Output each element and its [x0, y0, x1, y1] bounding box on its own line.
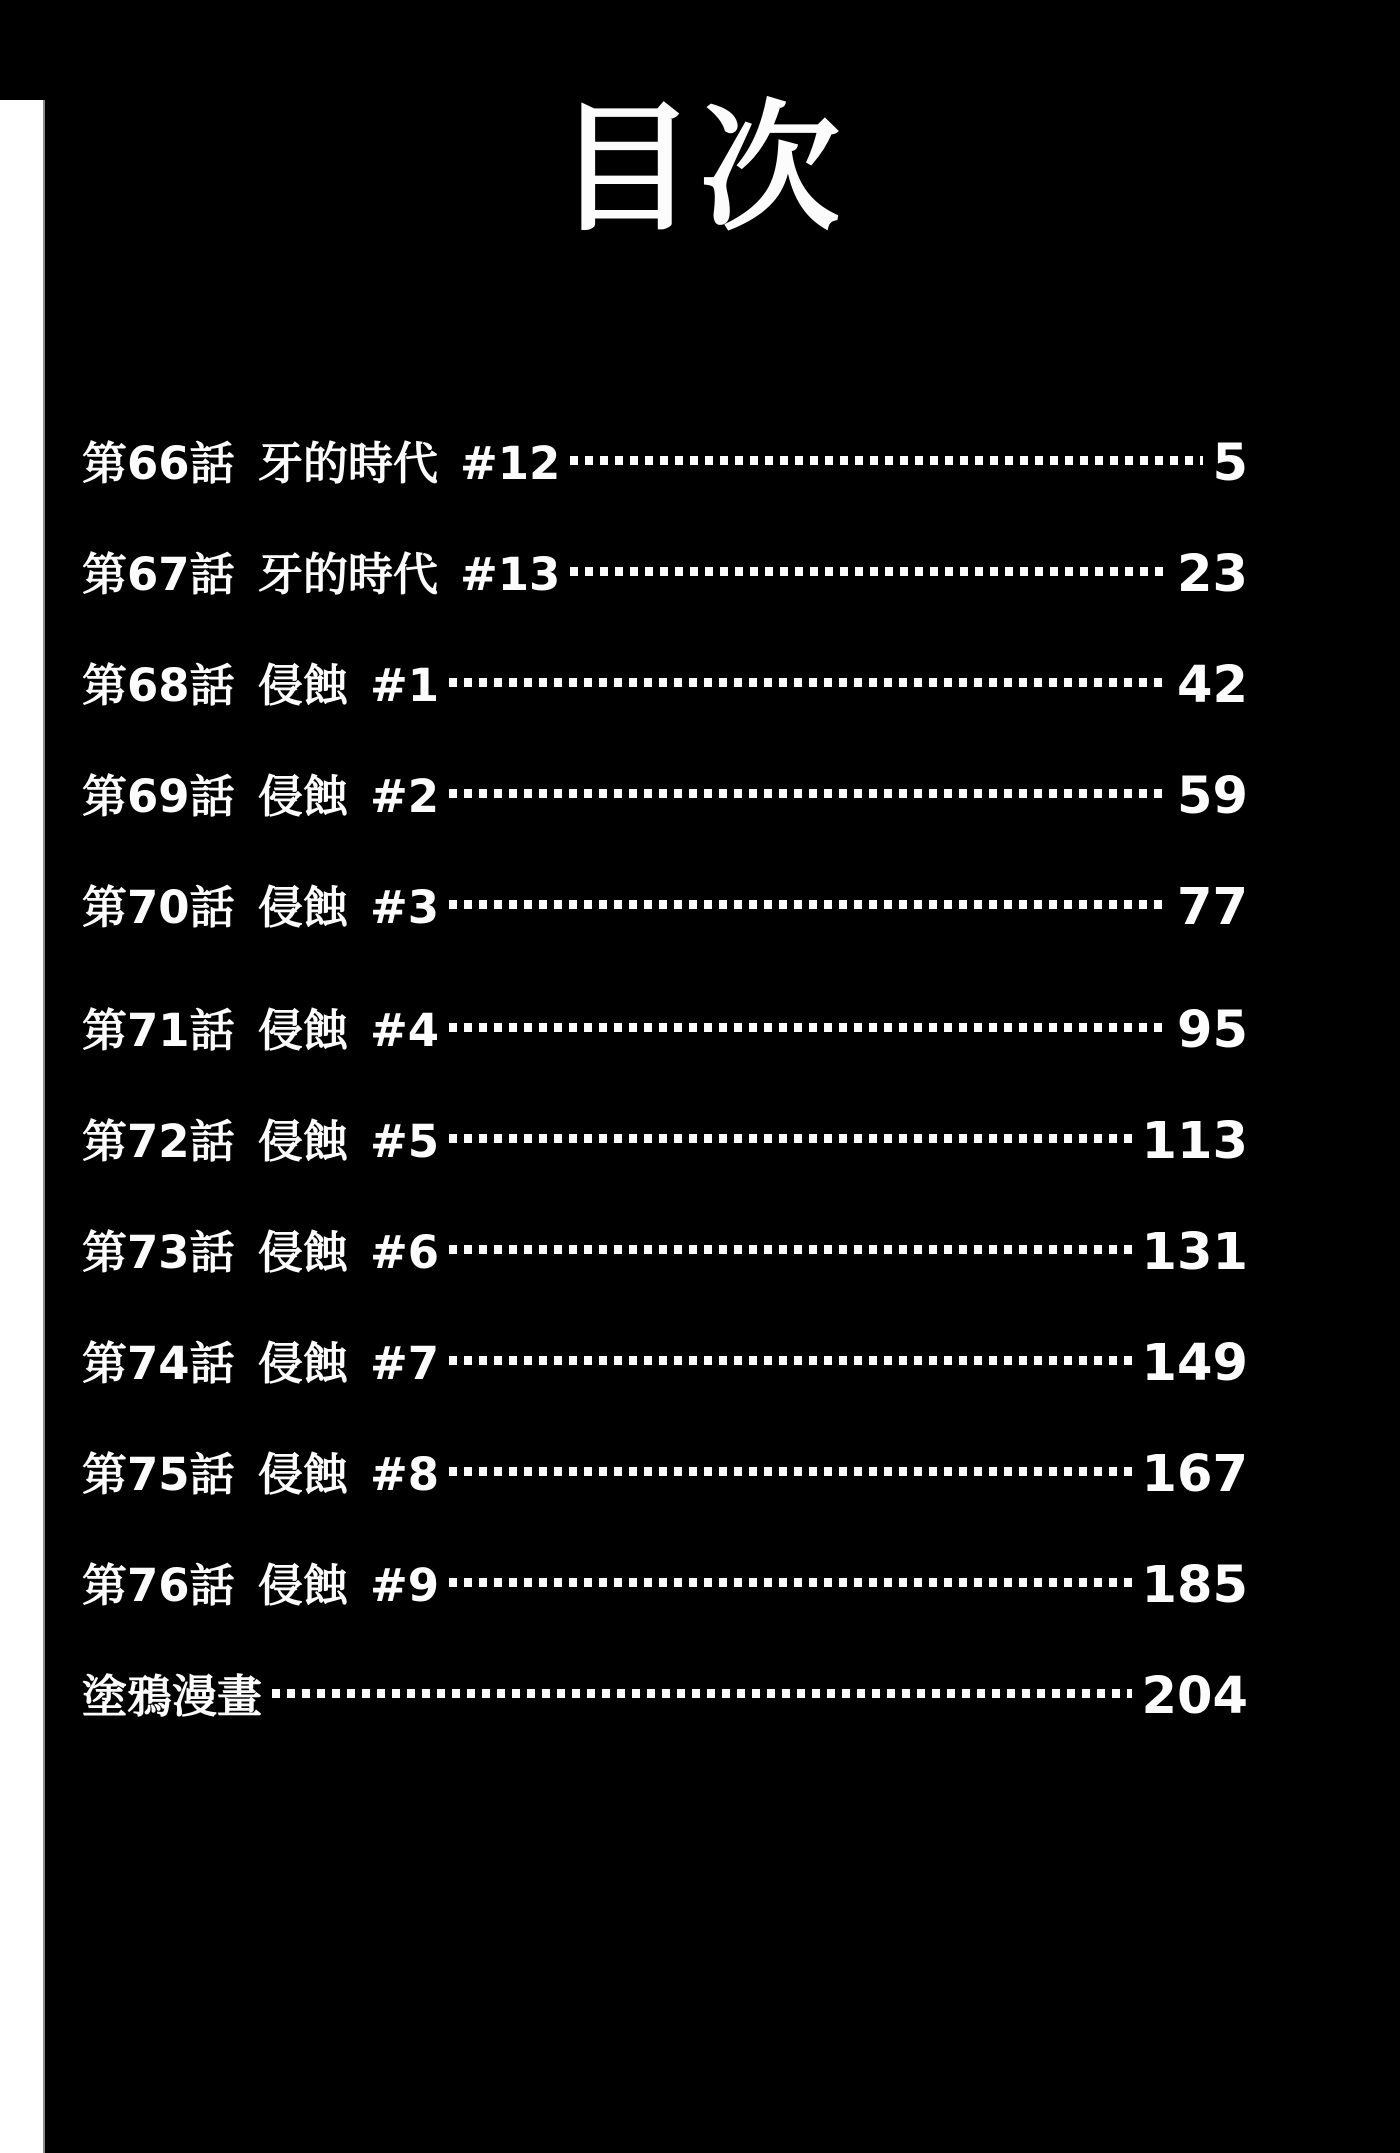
- toc-entry-dot-leader: [449, 1023, 1167, 1032]
- toc-entry-page-number: 95: [1177, 1001, 1248, 1060]
- toc-entry-title: 侵蝕: [258, 1337, 349, 1390]
- toc-entry-chapter: 第70話: [82, 881, 235, 934]
- toc-entry-chapter: 第67話: [82, 548, 235, 601]
- page-title: 目次: [555, 88, 844, 251]
- toc-entry: [82, 1530, 1248, 1641]
- toc-entry-page-number: 59: [1177, 767, 1248, 826]
- toc-entry-page-number: 77: [1177, 878, 1248, 937]
- toc-entry-dot-leader: [449, 1467, 1131, 1476]
- toc-entry-chapter: 第68話: [82, 659, 235, 712]
- toc-entry-title: 侵蝕: [258, 1226, 349, 1279]
- toc-entry-page-number: 23: [1177, 545, 1248, 604]
- toc-entry-dot-leader: [449, 789, 1167, 798]
- toc-entry-chapter: 第72話: [82, 1115, 235, 1168]
- toc-entry-dot-leader: [570, 567, 1167, 576]
- toc-entry-dot-leader: [570, 456, 1202, 465]
- toc-list: [82, 408, 1248, 1752]
- toc-entry: [82, 852, 1248, 963]
- toc-entry-episode: #5: [370, 1115, 440, 1168]
- toc-entry-episode: #7: [370, 1337, 440, 1390]
- toc-entry-episode: #9: [370, 1559, 440, 1612]
- toc-entry-title: 侵蝕: [258, 659, 349, 712]
- toc-entry-title: 侵蝕: [258, 1004, 349, 1057]
- toc-entry-page-number: 131: [1141, 1223, 1248, 1282]
- toc-entry-dot-leader: [272, 1689, 1132, 1698]
- toc-entry-title: 侵蝕: [258, 1115, 349, 1168]
- toc-entry-dot-leader: [449, 1134, 1131, 1143]
- toc-entry-episode: #8: [370, 1448, 440, 1501]
- toc-entry-episode: #3: [370, 881, 440, 934]
- toc-entry: [82, 1197, 1248, 1308]
- toc-entry-title: 侵蝕: [258, 881, 349, 934]
- toc-entry-episode: #13: [460, 548, 561, 601]
- toc-entry-dot-leader: [449, 1578, 1131, 1587]
- toc-entry-page-number: 185: [1141, 1556, 1248, 1615]
- toc-entry-chapter: 第69話: [82, 770, 235, 823]
- toc-entry-episode: #1: [370, 659, 440, 712]
- toc-entry-chapter: 第73話: [82, 1226, 235, 1279]
- toc-entry: [82, 1086, 1248, 1197]
- toc-entry-page-number: 42: [1177, 656, 1248, 715]
- toc-entry-dot-leader: [449, 1245, 1131, 1254]
- toc-entry-chapter: 第74話: [82, 1337, 235, 1390]
- page-left-margin-strip: [0, 100, 45, 2153]
- toc-entry-episode: #6: [370, 1226, 440, 1279]
- toc-entry-dot-leader: [449, 1356, 1131, 1365]
- toc-entry-page-number: 5: [1212, 434, 1248, 493]
- toc-entry-title: 侵蝕: [258, 1559, 349, 1612]
- toc-entry-title: 侵蝕: [258, 1448, 349, 1501]
- toc-entry: [82, 1308, 1248, 1419]
- toc-entry-chapter: 第66話: [82, 437, 235, 490]
- toc-entry-episode: #4: [370, 1004, 440, 1057]
- toc-entry-title: 侵蝕: [258, 770, 349, 823]
- toc-entry-title: 牙的時代: [258, 437, 439, 490]
- toc-entry-episode: #12: [460, 437, 561, 490]
- toc-entry-chapter: 第75話: [82, 1448, 235, 1501]
- toc-entry-chapter: 第71話: [82, 1004, 235, 1057]
- toc-entry: [82, 741, 1248, 852]
- toc-entry-dot-leader: [449, 900, 1167, 909]
- toc-entry-dot-leader: [449, 678, 1167, 687]
- toc-entry-page-number: 204: [1141, 1667, 1248, 1726]
- toc-entry-title: 牙的時代: [258, 548, 439, 601]
- toc-entry-episode: #2: [370, 770, 440, 823]
- toc-entry-title: 塗鴉漫畫: [82, 1670, 263, 1723]
- toc-entry-page-number: 167: [1141, 1445, 1248, 1504]
- toc-entry: [82, 1419, 1248, 1530]
- toc-entry-page-number: 149: [1141, 1334, 1248, 1393]
- toc-entry: [82, 630, 1248, 741]
- toc-entry: [82, 408, 1248, 519]
- toc-entry: [82, 1641, 1248, 1752]
- toc-entry: [82, 975, 1248, 1086]
- toc-entry-page-number: 113: [1141, 1112, 1248, 1171]
- toc-entry: [82, 519, 1248, 630]
- toc-entry-chapter: 第76話: [82, 1559, 235, 1612]
